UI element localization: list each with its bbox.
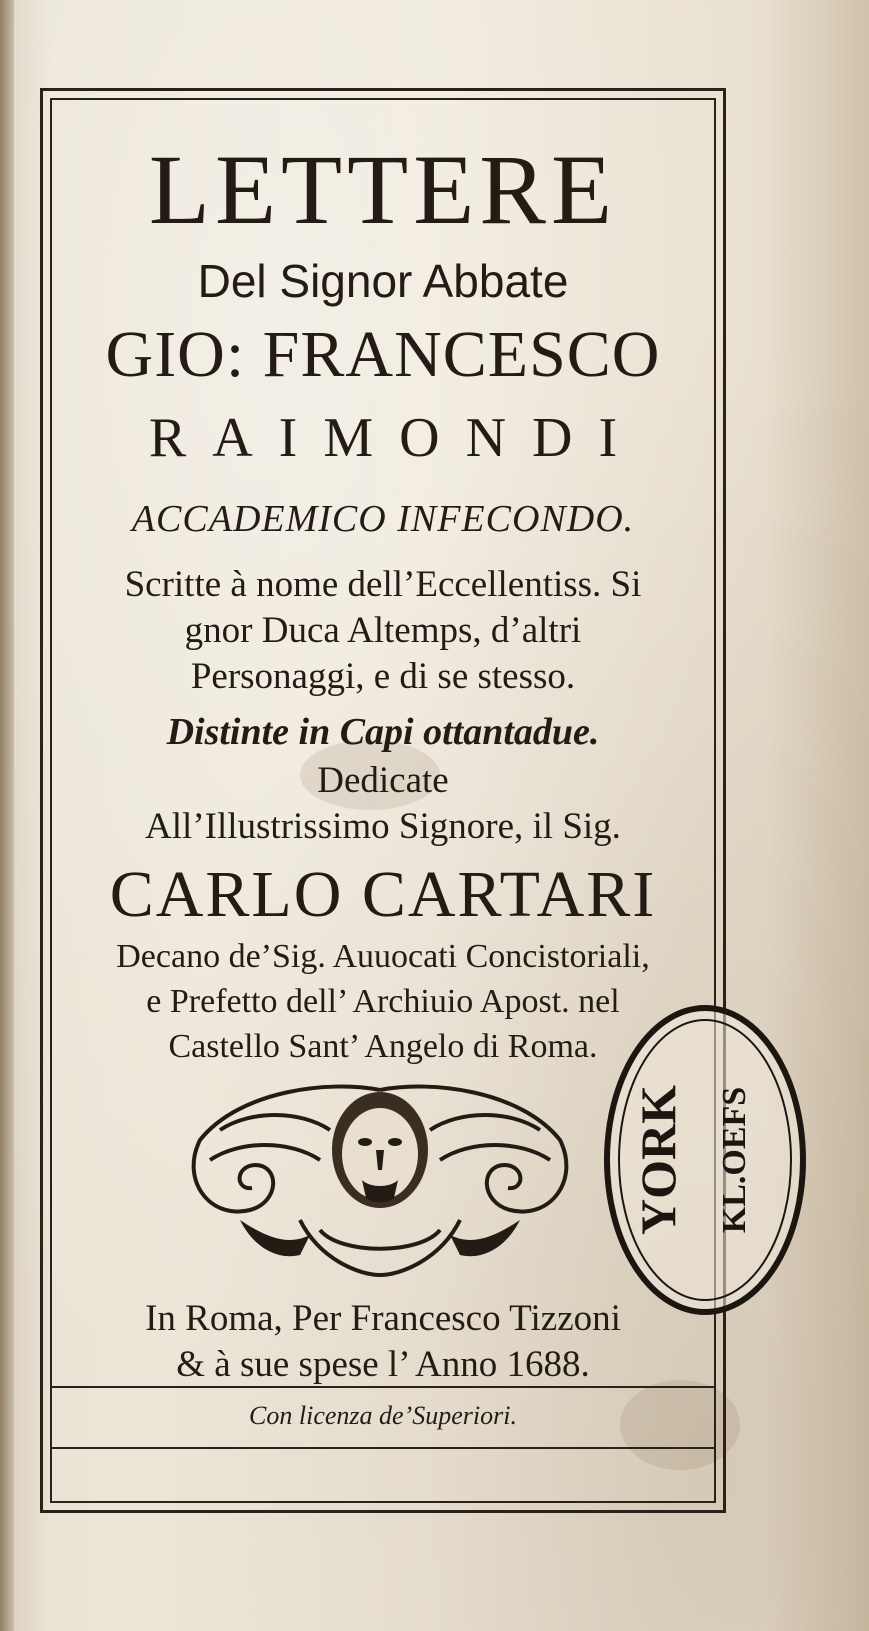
stamp-text-kloefs: KL.OEFS — [716, 1086, 753, 1234]
academy-line: ACCADEMICO INFECONDO. — [131, 498, 635, 540]
illustrissimo-line: All’Illustrissimo Signore, il Sig. — [145, 806, 621, 847]
imprint-line: In Roma, Per Francesco Tizzoni — [145, 1298, 621, 1339]
page-edge — [0, 0, 14, 1631]
author-name-line1: GIO: FRANCESCO — [105, 318, 661, 391]
dedicate-line: Dedicate — [317, 760, 449, 801]
distinte-line: Distinte in Capi ottantadue. — [166, 711, 600, 753]
license-rule — [50, 1447, 716, 1449]
description-line: gnor Duca Altemps, d’altri — [184, 610, 582, 651]
book-title: LETTERE — [148, 134, 618, 245]
stamp-text-york: YORK — [630, 1085, 686, 1235]
subtitle: Del Signor Abbate — [197, 255, 569, 307]
author-name-line2: RAIMONDI — [148, 407, 644, 469]
dedicatee-title-line: Decano de’Sig. Auuocati Concistoriali, — [116, 938, 650, 975]
dedicatee-title-line: e Prefetto dell’ Archiuio Apost. nel — [146, 983, 620, 1020]
printers-ornament — [180, 1070, 580, 1280]
imprint-rule — [50, 1386, 716, 1388]
dedicatee-name: CARLO CARTARI — [109, 858, 657, 931]
library-stamp — [600, 1000, 810, 1320]
imprint-line: & à sue spese l’ Anno 1688. — [176, 1344, 590, 1385]
description-line: Scritte à nome dell’Eccellentiss. Si — [124, 564, 642, 605]
description-line: Personaggi, e di se stesso. — [190, 656, 576, 697]
dedicatee-title-line: Castello Sant’ Angelo di Roma. — [168, 1028, 598, 1065]
license-line: Con licenza de’Superiori. — [249, 1401, 517, 1430]
